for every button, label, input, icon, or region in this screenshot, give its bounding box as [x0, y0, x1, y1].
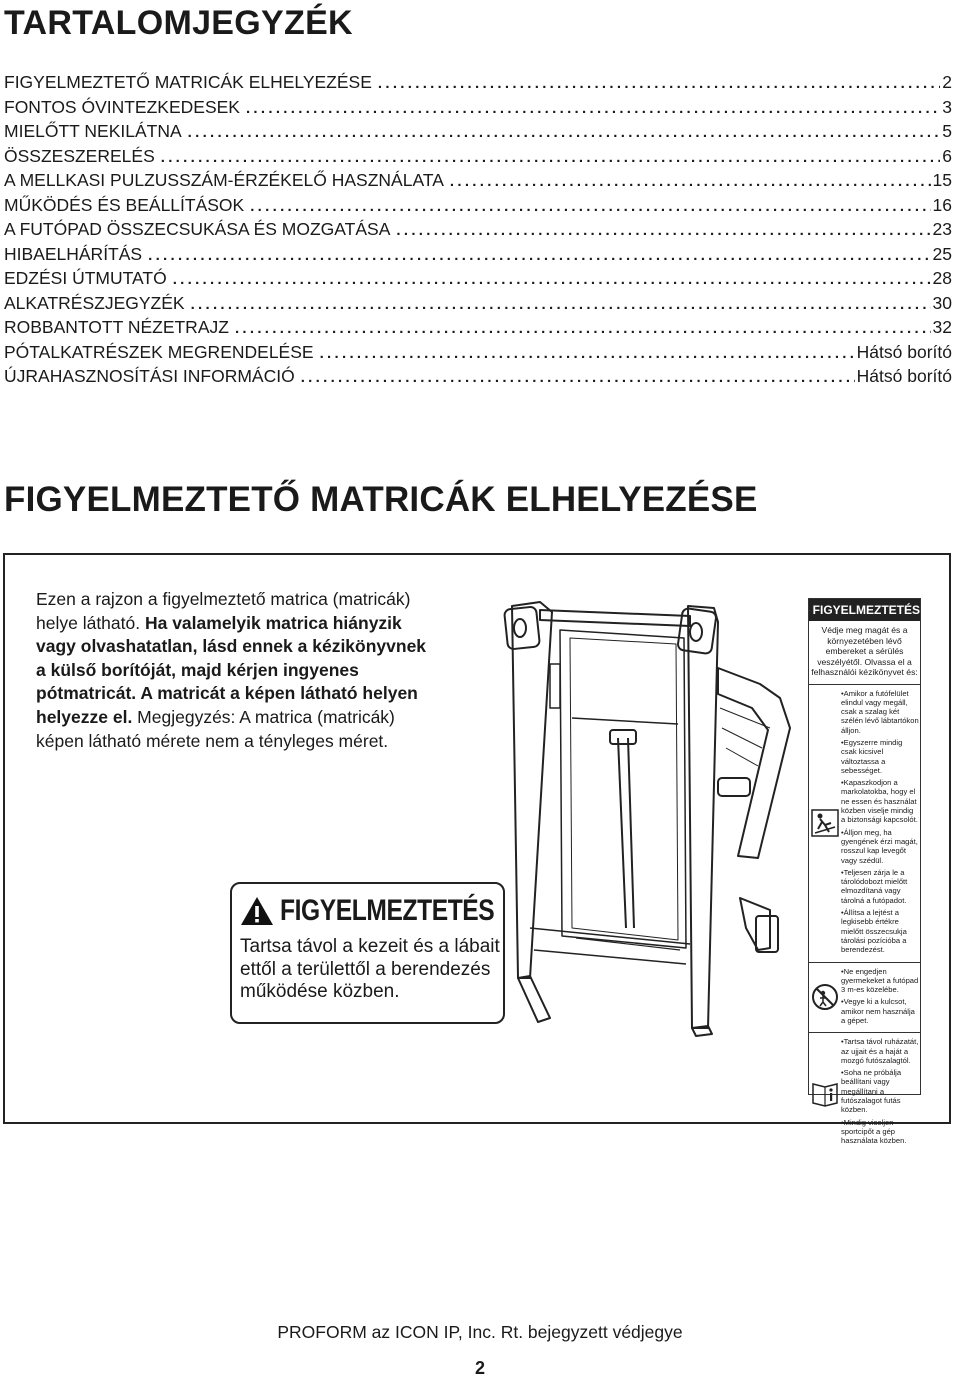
toc-entry-page: 30: [932, 292, 952, 313]
toc-entry: [4, 268, 952, 293]
manual-icon: [809, 1033, 841, 1152]
toc-entry-page: 32: [932, 317, 952, 337]
toc-entry: [4, 317, 952, 342]
safety-sticker-intro: Védje meg magát és a környezetében lévő embereket a sérülés veszélyétől. Olvassa el a felhasználói kézikönyvet és:: [809, 621, 920, 685]
toc-leader-dots: [148, 247, 930, 264]
safety-sticker-section-text: [841, 963, 920, 1033]
toc-entry-label: EDZÉSI ÚTMUTATÓ: [4, 268, 167, 288]
safety-sticker-section-text: [841, 685, 920, 962]
intro-paragraph: [36, 588, 434, 753]
safety-sticker-item: •Soha ne próbálja beállítani vagy megállítani a futószalagot futás közben.: [841, 1068, 902, 1115]
safety-sticker-heading: [809, 599, 920, 621]
section-title: FIGYELMEZTETŐ MATRICÁK ELHELYEZÉSE: [4, 480, 758, 519]
safety-sticker-item: •Álljon meg, ha gyengének érzi magát, rosszul kap levegőt vagy szédül.: [841, 827, 918, 865]
treadmill-illustration: [500, 598, 800, 1038]
toc-leader-dots: [188, 124, 941, 141]
toc-entry: [4, 195, 952, 220]
toc-entry-label: ÖSSZESZERELÉS: [4, 145, 155, 166]
warning-triangle-icon: [240, 896, 274, 926]
toc-entry: [4, 72, 952, 97]
intro-text-bold: Ha valamelyik matrica hiányzik vagy olvashatatlan, lásd ennek a kézikönyvnek a külső borítóját, majd kérjen ingyenes pótmatricát. A matricát a képen látható helyen helyezze el.: [36, 612, 427, 727]
toc-entry-page: 5: [942, 121, 952, 141]
toc-entry: [4, 97, 952, 122]
toc-entry: [4, 170, 952, 195]
fall-hazard-icon: [809, 685, 841, 962]
toc-entry: [4, 342, 952, 367]
toc-entry-label: MIELŐTT NEKILÁTNA: [4, 121, 182, 141]
toc-entry: [4, 293, 952, 318]
toc-leader-dots: [235, 320, 931, 337]
toc-entry: [4, 244, 952, 269]
safety-sticker-item: •Mindig viseljen sportcipőt a gép használata közben.: [841, 1117, 907, 1146]
toc-leader-dots: [301, 369, 855, 386]
safety-sticker-item: •Egyszerre mindig csak kicsivel változtassa a sebességet.: [841, 737, 903, 775]
table-of-contents: [4, 72, 952, 391]
safety-sticker-item: •Ne engedjen gyermekeket a futópad 3 m-es közelébe.: [841, 966, 919, 995]
toc-entry-label: PÓTALKATRÉSZEK MEGRENDELÉSE: [4, 341, 314, 362]
toc-leader-dots: [246, 100, 940, 117]
safety-sticker-item: •Állítsa a lejtést a legkisebb értékre mielőtt összecsukja tárolási pozícióba a berendezést.: [841, 908, 907, 955]
toc-leader-dots: [191, 296, 931, 313]
toc-entry-label: MŰKÖDÉS ÉS BEÁLLÍTÁSOK: [4, 194, 245, 215]
toc-entry-label: FONTOS ÓVINTEZKEDESEK: [4, 96, 240, 117]
toc-leader-dots: [161, 149, 941, 166]
trademark-note: PROFORM az ICON IP, Inc. Rt. bejegyzett védjegye: [277, 1322, 683, 1342]
toc-leader-dots: [450, 173, 931, 190]
toc-leader-dots: [320, 345, 855, 362]
warning-label-text: Tartsa távol a kezeit és a lábait ettől a területtől a berendezés működése közben.: [240, 936, 500, 1002]
toc-leader-dots: [250, 198, 930, 215]
page-number: 2: [474, 1358, 485, 1378]
warning-label-heading: [240, 894, 541, 928]
treadmill-base: [518, 898, 778, 1036]
toc-leader-dots: [396, 222, 930, 239]
safety-sticker-item: •Kapaszkodjon a markolatokba, hogy el ne essen és használat közben viselje mindig a biztonsági kapcsolót.: [841, 778, 918, 825]
safety-sticker-item: •Teljesen zárja le a tárolódobozt mielőtt elmozdítaná vagy tárolná a futópadot.: [841, 867, 908, 905]
safety-sticker: [808, 598, 921, 1146]
warning-label-heading-text: FIGYELMEZTETÉS: [280, 894, 495, 927]
safety-sticker-section-text: [841, 1033, 920, 1152]
intro-text-1: Ezen a rajzon a figyelmeztető matrica (matricák) helye látható.: [36, 589, 411, 633]
toc-entry-label: A MELLKASI PULZUSSZÁM-ÉRZÉKELŐ HASZNÁLATA: [4, 170, 444, 190]
toc-entry: [4, 219, 952, 244]
toc-leader-dots: [378, 75, 940, 92]
toc-entry-page: 28: [932, 268, 952, 288]
toc-entry-page: Hátsó borító: [856, 341, 952, 362]
toc-entry-label: ROBBANTOTT NÉZETRAJZ: [4, 317, 229, 337]
toc-entry-label: FIGYELMEZTETŐ MATRICÁK ELHELYEZÉSE: [4, 72, 372, 92]
toc-entry-page: Hátsó borító: [856, 366, 952, 386]
intro-text-2: Megjegyzés: A matrica (matricák) képen látható mérete nem a tényleges méret.: [36, 706, 395, 751]
treadmill-lift-strut: [610, 730, 636, 928]
toc-leader-dots: [173, 271, 931, 288]
toc-entry-page: 6: [942, 145, 952, 166]
hand-foot-warning-label: [230, 882, 505, 1024]
warning-triangle-icon: [809, 605, 810, 616]
toc-entry-label: ALKATRÉSZJEGYZÉK: [4, 292, 185, 313]
treadmill-deck: [560, 630, 686, 950]
toc-entry-label: A FUTÓPAD ÖSSZECSUKÁSA ÉS MOZGATÁSA: [4, 219, 391, 239]
safety-sticker-section: [809, 1033, 920, 1152]
safety-sticker-item: •Amikor a futófelület elindul vagy megáll, csak a szalag két szélén lévő lábtartókon álljon.: [841, 688, 919, 735]
safety-sticker-section: [809, 963, 920, 1034]
toc-title: TARTALOMJEGYZÉK: [4, 4, 353, 42]
treadmill-warning-sticker-position: [550, 664, 560, 708]
toc-entry-page: 25: [932, 243, 952, 264]
toc-entry-page: 23: [932, 219, 952, 239]
toc-entry-label: HIBAELHÁRÍTÁS: [4, 243, 143, 264]
toc-entry: [4, 366, 952, 391]
toc-entry: [4, 121, 952, 146]
no-children-icon: [809, 963, 841, 1033]
toc-entry-page: 16: [932, 194, 952, 215]
toc-entry-label: ÚJRAHASZNOSÍTÁSI INFORMÁCIÓ: [4, 366, 295, 386]
toc-entry: [4, 146, 952, 171]
toc-entry-page: 15: [932, 170, 952, 190]
safety-sticker-item: •Tartsa távol ruházatát, az ujjait és a haját a mozgó futószalagtól.: [841, 1037, 919, 1065]
safety-sticker-heading-text: FIGYELMEZTETÉS: [812, 603, 920, 617]
toc-entry-page: 2: [942, 72, 952, 92]
toc-entry-page: 3: [942, 96, 952, 117]
treadmill-console-arm: [718, 668, 790, 858]
safety-sticker-section: [809, 685, 920, 963]
safety-sticker-item: •Vegye ki a kulcsot, amikor nem használja a gépet.: [841, 997, 915, 1025]
